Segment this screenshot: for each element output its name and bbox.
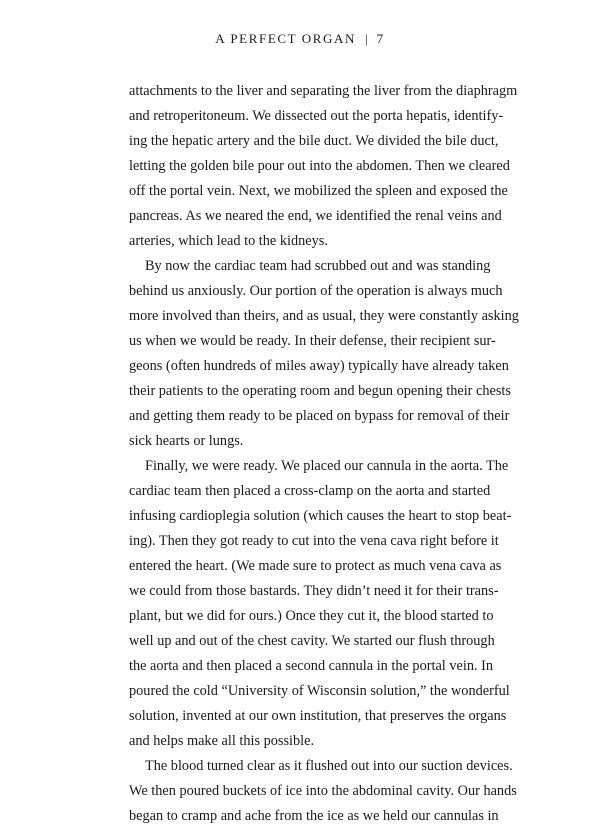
text-line: geons (often hundreds of miles away) typically have already taken xyxy=(129,358,509,374)
running-title: A PERFECT ORGAN xyxy=(215,31,357,46)
text-line: and getting them ready to be placed on bypass for removal of their xyxy=(129,408,510,424)
body-text xyxy=(129,79,519,829)
page-number: 7 xyxy=(376,31,385,46)
text-line: ing). Then they got ready to cut into the vena cava right before it xyxy=(129,533,499,549)
text-line: their patients to the operating room and begun opening their chests xyxy=(129,383,511,399)
text-line: Finally, we were ready. We placed our cannula in the aorta. The xyxy=(145,458,509,474)
text-line: By now the cardiac team had scrubbed out and was standing xyxy=(145,258,491,274)
text-line: cardiac team then placed a cross-clamp on the aorta and started xyxy=(129,483,491,499)
header-separator: | xyxy=(365,31,368,46)
text-line: began to cramp and ache from the ice as we held our cannulas in xyxy=(129,808,499,824)
text-line: plant, but we did for ours.) Once they cut it, the blood started to xyxy=(129,608,494,624)
text-line: sick hearts or lungs. xyxy=(129,433,244,449)
text-line: we could from those bastards. They didn’t need it for their trans- xyxy=(129,583,499,599)
text-line: well up and out of the chest cavity. We started our flush through xyxy=(129,633,495,649)
text-line: infusing cardioplegia solution (which causes the heart to stop beat- xyxy=(129,508,512,524)
text-line: ing the hepatic artery and the bile duct. We divided the bile duct, xyxy=(129,133,499,149)
text-line: We then poured buckets of ice into the abdominal cavity. Our hands xyxy=(129,783,517,799)
text-line: behind us anxiously. Our portion of the operation is always much xyxy=(129,283,503,299)
text-line: letting the golden bile pour out into the abdomen. Then we cleared xyxy=(129,158,510,174)
text-line: solution, invented at our own institution, that preserves the organs xyxy=(129,708,507,724)
text-line: off the portal vein. Next, we mobilized the spleen and exposed the xyxy=(129,183,508,199)
text-line: the aorta and then placed a second cannula in the portal vein. In xyxy=(129,658,494,674)
text-line: entered the heart. (We made sure to protect as much vena cava as xyxy=(129,558,502,574)
text-line: arteries, which lead to the kidneys. xyxy=(129,233,328,249)
text-line: and retroperitoneum. We dissected out the porta hepatis, identify- xyxy=(129,108,504,124)
text-line: us when we would be ready. In their defense, their recipient sur- xyxy=(129,333,496,349)
text-line: attachments to the liver and separating the liver from the diaphragm xyxy=(129,83,518,99)
text-line: and helps make all this possible. xyxy=(129,733,315,749)
running-head xyxy=(0,31,600,47)
text-line: The blood turned clear as it flushed out into our suction devices. xyxy=(145,758,513,774)
text-line: poured the cold “University of Wisconsin solution,” the wonderful xyxy=(129,683,510,699)
text-line: pancreas. As we neared the end, we identified the renal veins and xyxy=(129,208,502,224)
text-line: more involved than theirs, and as usual, they were constantly asking xyxy=(129,308,519,324)
